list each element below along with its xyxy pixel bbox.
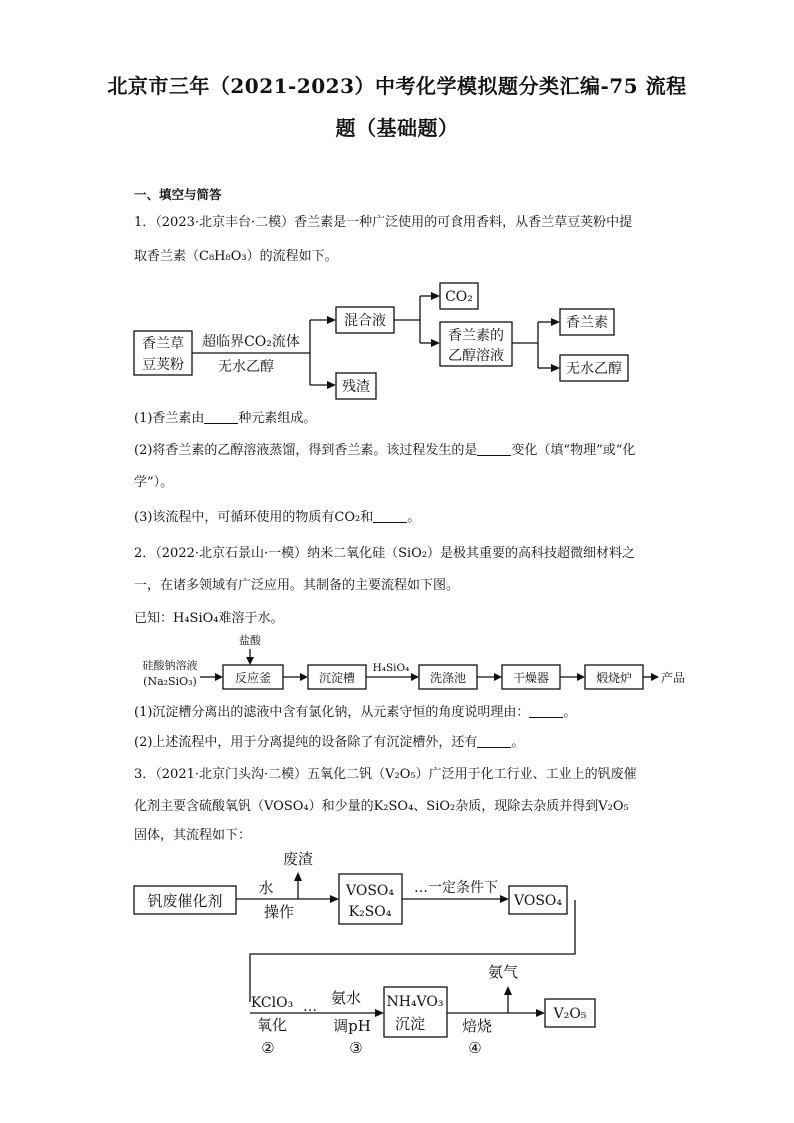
doc-title-line1: 北京市三年（2021-2023）中考化学模拟题分类汇编-75 流程 [107, 74, 687, 98]
q2-furnace: 煅烧炉 [595, 671, 633, 685]
q1-part2-text: (2)将香兰素的乙醇溶液蒸馏，得到香兰素。该过程发生的是 [134, 443, 478, 458]
q2-acid: 盐酸 [239, 634, 261, 647]
q3-catalyst: 钒废催化剂 [147, 892, 223, 910]
q1-part2 [134, 442, 635, 460]
q2-reactor: 反应釜 [234, 671, 272, 685]
q3-arrow-waste [294, 872, 302, 881]
q3-arrow-2 [500, 895, 509, 903]
q1-vanillin: 香兰素 [566, 315, 608, 331]
q3-arrow-3 [375, 1009, 384, 1017]
q1-arrow-mix [327, 316, 336, 324]
q1-cond-top: 超临界CO₂流体 [202, 334, 300, 350]
q3-arrow-ammonia [504, 986, 512, 995]
q2-blank-2[interactable] [477, 735, 511, 748]
q3-v2o5: V₂O₅ [553, 1006, 587, 1022]
q1-arrow-solution [431, 339, 440, 347]
q1-part3-text: (3)该流程中，可循环使用的物质有CO₂和 [134, 510, 374, 525]
q1-blank-2[interactable] [477, 443, 511, 456]
doc-title-line2: 题（基础题） [335, 116, 459, 140]
q2-arrow-6 [651, 673, 659, 681]
q2-stem-line2: 一，在诸多领域有广泛应用。其制备的主要流程如下图。 [134, 578, 460, 593]
q3-n4: ④ [468, 1039, 482, 1057]
q1-part2-tail: 变化（填“物理”或“化 [511, 443, 636, 458]
q2-part2-text: (2)上述流程中，用于分离提纯的设备除了有沉淀槽外，还有 [134, 735, 478, 750]
q2-known: 已知：H₄SiO₄难溶于水。 [134, 611, 284, 626]
q3-n3: ③ [349, 1039, 363, 1057]
q1-sol-2: 乙醇溶液 [448, 348, 504, 364]
q2-part1 [134, 704, 576, 722]
q1-arrow-ethanol [551, 364, 560, 372]
q2-wash: 洗涤池 [429, 671, 467, 685]
q1-start-1: 香兰草 [142, 336, 184, 352]
q2-dryer: 干燥器 [512, 671, 550, 685]
q1-ethanol: 无水乙醇 [566, 361, 622, 377]
q3-stem-line2: 化剂主要含硫酸氧钒（VOSO₄）和少量的K₂SO₄、SiO₂杂质，现除去杂质并得到V₂O₅ [134, 799, 629, 814]
q2-part2-tail: 。 [511, 735, 525, 750]
q2-part1-text: (1)沉淀槽分离出的滤液中含有氯化钠，从元素守恒的角度说明理由： [134, 705, 530, 720]
q2-flow [143, 633, 686, 689]
q1-part1-text: (1)香兰素由 [134, 411, 205, 426]
q2-blank-1[interactable] [529, 705, 563, 718]
q1-cond-bottom: 无水乙醇 [218, 359, 274, 375]
q2-product: 产品 [661, 671, 686, 685]
q3-water: 水 [258, 879, 274, 897]
q1-sol-1: 香兰素的 [448, 328, 504, 344]
q2-arrow-5 [577, 673, 585, 681]
q3-mix-2: K₂SO₄ [348, 904, 392, 920]
q1-blank-1[interactable] [204, 411, 238, 424]
q2-part2 [134, 734, 524, 752]
section-heading: 一、填空与简答 [134, 187, 222, 202]
q3-adjust-ph: 调pH [333, 1017, 371, 1035]
q3-arrow-4 [536, 1009, 545, 1017]
q2-precip: 沉淀槽 [318, 671, 356, 685]
q3-cond: …一定条件下 [414, 880, 498, 896]
q2-arrow-1 [215, 673, 223, 681]
q3-stem-line3: 固体，其流程如下： [134, 828, 252, 843]
q1-part3-tail: 。 [407, 510, 421, 525]
q3-roast: 焙烧 [461, 1017, 493, 1035]
q2-h4sio4: H₄SiO₄ [372, 662, 410, 674]
q1-co2: CO₂ [445, 289, 473, 305]
q2-feed-2: (Na₂SiO₃) [143, 675, 197, 688]
q3-mix-1: VOSO₄ [345, 883, 395, 899]
q2-arrow-acid [246, 657, 254, 665]
q1-stem-line1: 1．（2023·北京丰台·二模）香兰素是一种广泛使用的可食用香料，从香兰草豆荚粉中提 [134, 215, 633, 230]
q2-arrow-3 [411, 673, 419, 681]
q1-start-2: 豆荚粉 [142, 357, 184, 373]
q1-mix: 混合液 [344, 313, 386, 329]
q1-residue: 残渣 [342, 379, 370, 395]
q1-part3 [134, 509, 420, 527]
q3-flow [134, 850, 595, 1057]
q3-precip: 沉淀 [394, 1015, 426, 1033]
q1-part1-tail: 种元素组成。 [238, 411, 317, 426]
q1-arrow-vanillin [551, 318, 560, 326]
q3-ammonia-gas: 氨气 [487, 963, 519, 981]
q3-nh4vo3: NH₄VO₃ [386, 994, 444, 1010]
q1-flow [134, 283, 628, 399]
q3-operate: 操作 [263, 903, 295, 921]
q3-waste: 废渣 [282, 850, 314, 868]
q3-ammonia-water: 氨水 [330, 989, 362, 1007]
q1-arrow-co2 [431, 292, 440, 300]
q3-n2: ② [261, 1039, 275, 1057]
q1-blank-3[interactable] [373, 510, 407, 523]
q2-feed-1: 硅酸钠溶液 [142, 659, 198, 672]
q2-part1-tail: 。 [563, 705, 577, 720]
q3-stem-line1: 3．（2021·北京门头沟·二模）五氧化二钒（V₂O₅）广泛用于化工行业、工业上的钒废催 [134, 767, 637, 782]
q1-part2-cont: 学”）。 [134, 475, 174, 490]
q2-arrow-2 [300, 673, 308, 681]
q1-arrow-residue [327, 381, 336, 389]
q3-kclo3: KClO₃ [250, 995, 294, 1011]
q3-arrow-1 [330, 895, 339, 903]
q3-dots: … [303, 999, 317, 1015]
q1-stem-line2: 取香兰素（C₈H₈O₃）的流程如下。 [134, 249, 338, 264]
q3-oxidize: 氧化 [256, 1016, 288, 1034]
q3-voso4: VOSO₄ [513, 893, 563, 909]
q2-arrow-4 [494, 673, 502, 681]
q2-stem-line1: 2．（2022·北京石景山·一模）纳米二氧化硅（SiO₂）是极其重要的高科技超微细材料之 [134, 546, 636, 561]
q1-part1 [134, 410, 316, 428]
